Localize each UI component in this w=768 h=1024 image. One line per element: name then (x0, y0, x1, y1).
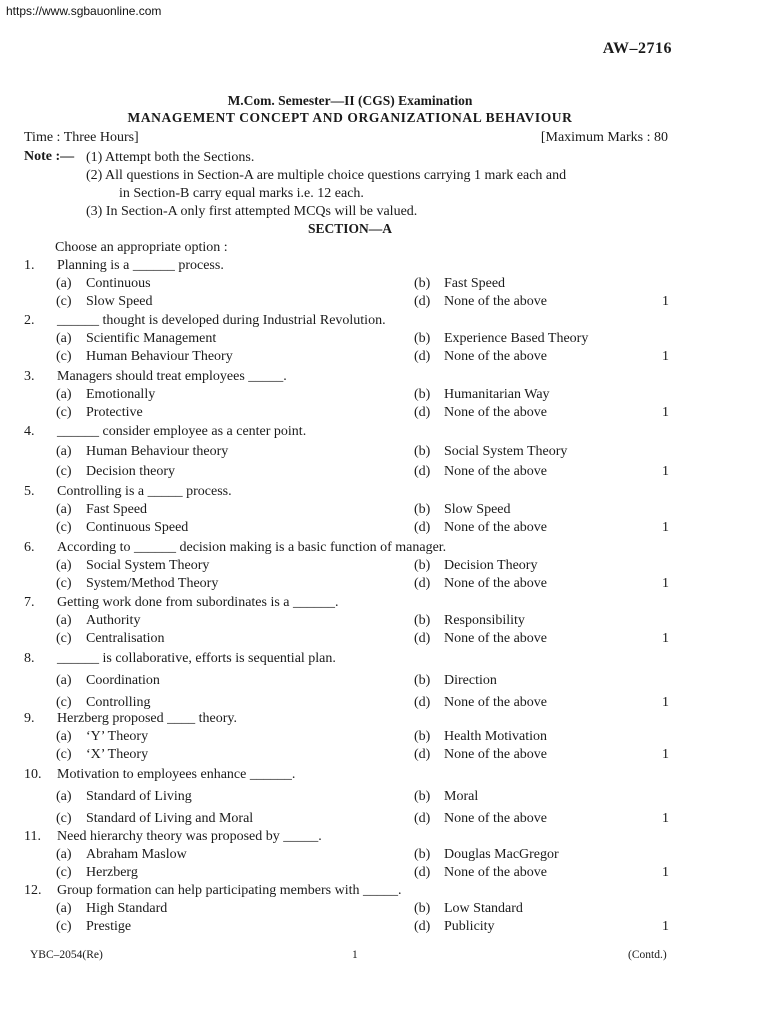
option-key: (a) (56, 613, 72, 628)
question-mark: 1 (662, 520, 669, 535)
question-number: 1. (24, 258, 35, 273)
option-text: Standard of Living (86, 789, 192, 804)
option-d (414, 865, 547, 881)
option-key: (b) (414, 789, 431, 804)
question-number: 10. (24, 767, 42, 782)
question-3 (0, 369, 700, 425)
option-text: Continuous (86, 276, 151, 291)
contd-label: (Contd.) (628, 949, 667, 961)
option-text: Human Behaviour theory (86, 444, 229, 459)
section-title: SECTION—A (307, 221, 393, 236)
option-text: Experience Based Theory (444, 331, 589, 346)
question-number: 5. (24, 484, 35, 499)
option-key: (b) (414, 331, 431, 346)
question-4 (0, 424, 700, 484)
option-text: Slow Speed (86, 294, 153, 309)
option-c (56, 631, 165, 647)
option-b (414, 331, 588, 347)
question-mark: 1 (662, 464, 669, 479)
question-number: 3. (24, 369, 35, 384)
option-c (56, 576, 218, 592)
question-stem: Motivation to employees enhance ______. (57, 767, 296, 782)
note-label: Note :— (24, 149, 75, 164)
option-text: None of the above (444, 695, 548, 710)
option-text: None of the above (444, 747, 548, 762)
question-mark: 1 (662, 349, 669, 364)
subject-title: MANAGEMENT CONCEPT AND ORGANIZATIONAL BEHAVIOUR (127, 110, 573, 125)
question-11 (0, 829, 700, 885)
option-d (414, 405, 547, 421)
option-d (414, 349, 547, 365)
option-key: (c) (56, 747, 72, 762)
option-d (414, 576, 547, 592)
option-key: (c) (56, 865, 72, 880)
question-number: 11. (24, 829, 41, 844)
option-key: (d) (414, 919, 431, 934)
option-text: None of the above (444, 349, 548, 364)
option-text: Scientific Management (86, 331, 217, 346)
question-stem: ______ is collaborative, efforts is sequential plan. (57, 651, 336, 666)
option-key: (a) (56, 729, 72, 744)
question-stem: Group formation can help participating members with _____. (57, 883, 402, 898)
option-d (414, 919, 495, 935)
option-text: Continuous Speed (86, 520, 189, 535)
option-key: (a) (56, 387, 72, 402)
option-key: (d) (414, 865, 431, 880)
option-text: Moral (444, 789, 479, 804)
exam-title: M.Com. Semester—II (CGS) Examination (227, 93, 473, 108)
option-key: (a) (56, 444, 72, 459)
option-d (414, 520, 547, 536)
question-mark: 1 (662, 405, 669, 420)
option-text: ‘Y’ Theory (86, 729, 149, 744)
option-d (414, 695, 547, 711)
option-key: (b) (414, 444, 431, 459)
question-12 (0, 883, 700, 939)
footer-code: YBC–2054(Re) (30, 949, 103, 961)
option-b (414, 444, 567, 460)
question-6 (0, 540, 700, 596)
question-stem: According to ______ decision making is a basic function of manager. (57, 540, 447, 555)
option-text: Douglas MacGregor (444, 847, 559, 862)
option-key: (a) (56, 673, 72, 688)
option-text: High Standard (86, 901, 168, 916)
question-9 (0, 711, 700, 767)
option-text: Prestige (86, 919, 132, 934)
option-b (414, 729, 547, 745)
option-b (414, 387, 550, 403)
option-key: (b) (414, 276, 431, 291)
option-c (56, 349, 233, 365)
source-url[interactable]: https://www.sgbauonline.com (6, 4, 162, 18)
option-text: None of the above (444, 294, 548, 309)
note-item: (3) In Section-A only first attempted MCQs will be valued. (86, 204, 418, 219)
question-number: 2. (24, 313, 35, 328)
option-b (414, 558, 537, 574)
option-key: (c) (56, 464, 72, 479)
option-key: (b) (414, 729, 431, 744)
option-d (414, 811, 547, 827)
option-b (414, 789, 478, 805)
option-key: (a) (56, 558, 72, 573)
option-d (414, 631, 547, 647)
option-key: (b) (414, 673, 431, 688)
time-allowed: Time : Three Hours] (24, 130, 139, 145)
note-item: (2) All questions in Section-A are multiple choice questions carrying 1 mark each and (86, 168, 567, 183)
option-text: Decision theory (86, 464, 176, 479)
option-c (56, 865, 138, 881)
option-c (56, 464, 175, 480)
option-key: (b) (414, 613, 431, 628)
option-key: (b) (414, 558, 431, 573)
option-b (414, 502, 511, 518)
option-text: Fast Speed (86, 502, 148, 517)
question-mark: 1 (662, 631, 669, 646)
question-number: 4. (24, 424, 35, 439)
question-mark: 1 (662, 695, 669, 710)
option-key: (a) (56, 901, 72, 916)
option-key: (a) (56, 276, 72, 291)
option-key: (c) (56, 631, 72, 646)
question-stem: Herzberg proposed ____ theory. (57, 711, 238, 726)
option-key: (c) (56, 349, 72, 364)
note-item: (1) Attempt both the Sections. (86, 150, 255, 165)
option-a (56, 789, 192, 805)
option-c (56, 919, 131, 935)
option-a (56, 444, 228, 460)
option-key: (d) (414, 464, 431, 479)
option-a (56, 613, 140, 629)
question-number: 9. (24, 711, 35, 726)
option-text: Humanitarian Way (444, 387, 550, 402)
option-c (56, 520, 188, 536)
option-text: None of the above (444, 464, 548, 479)
option-key: (d) (414, 294, 431, 309)
option-text: Health Motivation (444, 729, 548, 744)
option-key: (d) (414, 576, 431, 591)
option-key: (b) (414, 901, 431, 916)
option-b (414, 673, 497, 689)
question-7 (0, 595, 700, 651)
option-b (414, 847, 559, 863)
option-text: Standard of Living and Moral (86, 811, 254, 826)
note-item: in Section-B carry equal marks i.e. 12 each. (119, 186, 364, 201)
option-key: (a) (56, 502, 72, 517)
option-text: None of the above (444, 520, 548, 535)
option-a (56, 502, 147, 518)
option-c (56, 695, 151, 711)
option-d (414, 464, 547, 480)
question-1 (0, 258, 700, 314)
option-key: (d) (414, 349, 431, 364)
option-a (56, 558, 209, 574)
option-text: None of the above (444, 631, 548, 646)
option-key: (c) (56, 695, 72, 710)
question-number: 8. (24, 651, 35, 666)
option-key: (c) (56, 294, 72, 309)
option-c (56, 294, 153, 310)
question-number: 6. (24, 540, 35, 555)
option-key: (d) (414, 520, 431, 535)
option-a (56, 276, 151, 292)
paper-code: AW–2716 (602, 40, 672, 57)
option-a (56, 901, 167, 917)
page-number: 1 (352, 949, 358, 961)
option-key: (a) (56, 331, 72, 346)
option-key: (d) (414, 405, 431, 420)
option-text: Social System Theory (86, 558, 210, 573)
option-c (56, 405, 143, 421)
option-key: (c) (56, 811, 72, 826)
option-a (56, 387, 155, 403)
option-key: (b) (414, 502, 431, 517)
question-mark: 1 (662, 811, 669, 826)
option-a (56, 729, 148, 745)
option-a (56, 331, 216, 347)
option-key: (a) (56, 847, 72, 862)
option-a (56, 847, 187, 863)
question-stem: Planning is a ______ process. (57, 258, 224, 273)
option-text: None of the above (444, 405, 548, 420)
question-number: 12. (24, 883, 42, 898)
option-text: Low Standard (444, 901, 523, 916)
option-c (56, 747, 148, 763)
option-text: Centralisation (86, 631, 165, 646)
question-stem: ______ consider employee as a center point. (57, 424, 307, 439)
question-number: 7. (24, 595, 35, 610)
option-key: (c) (56, 520, 72, 535)
question-stem: Getting work done from subordinates is a ______. (57, 595, 339, 610)
option-text: Decision Theory (444, 558, 538, 573)
question-5 (0, 484, 700, 540)
option-key: (c) (56, 576, 72, 591)
option-text: Authority (86, 613, 141, 628)
option-key: (d) (414, 695, 431, 710)
option-a (56, 673, 160, 689)
question-mark: 1 (662, 576, 669, 591)
question-mark: 1 (662, 865, 669, 880)
instruction: Choose an appropriate option : (55, 240, 228, 255)
question-stem: ______ thought is developed during Industrial Revolution. (57, 313, 386, 328)
option-d (414, 747, 547, 763)
question-mark: 1 (662, 294, 669, 309)
option-text: Human Behaviour Theory (86, 349, 233, 364)
option-key: (c) (56, 405, 72, 420)
option-key: (d) (414, 811, 431, 826)
option-text: Abraham Maslow (86, 847, 187, 862)
option-d (414, 294, 547, 310)
option-key: (b) (414, 847, 431, 862)
question-8 (0, 651, 700, 715)
question-mark: 1 (662, 919, 669, 934)
question-2 (0, 313, 700, 369)
option-text: None of the above (444, 865, 548, 880)
option-text: Social System Theory (444, 444, 568, 459)
option-text: None of the above (444, 576, 548, 591)
option-text: System/Method Theory (86, 576, 219, 591)
option-key: (c) (56, 919, 72, 934)
option-text: Publicity (444, 919, 495, 934)
question-stem: Managers should treat employees _____. (57, 369, 287, 384)
question-stem: Need hierarchy theory was proposed by _____. (57, 829, 322, 844)
question-10 (0, 767, 700, 831)
option-text: Responsibility (444, 613, 525, 628)
option-text: ‘X’ Theory (86, 747, 149, 762)
option-text: Herzberg (86, 865, 138, 880)
option-key: (b) (414, 387, 431, 402)
option-key: (a) (56, 789, 72, 804)
option-text: Protective (86, 405, 143, 420)
option-text: Slow Speed (444, 502, 511, 517)
option-text: Fast Speed (444, 276, 506, 291)
option-key: (d) (414, 631, 431, 646)
option-c (56, 811, 253, 827)
option-text: Coordination (86, 673, 160, 688)
question-stem: Controlling is a _____ process. (57, 484, 232, 499)
option-b (414, 276, 505, 292)
option-text: Direction (444, 673, 497, 688)
option-b (414, 613, 525, 629)
question-mark: 1 (662, 747, 669, 762)
option-text: Controlling (86, 695, 151, 710)
option-key: (d) (414, 747, 431, 762)
option-text: None of the above (444, 811, 548, 826)
option-text: Emotionally (86, 387, 156, 402)
option-b (414, 901, 523, 917)
maximum-marks: [Maximum Marks : 80 (540, 130, 668, 145)
